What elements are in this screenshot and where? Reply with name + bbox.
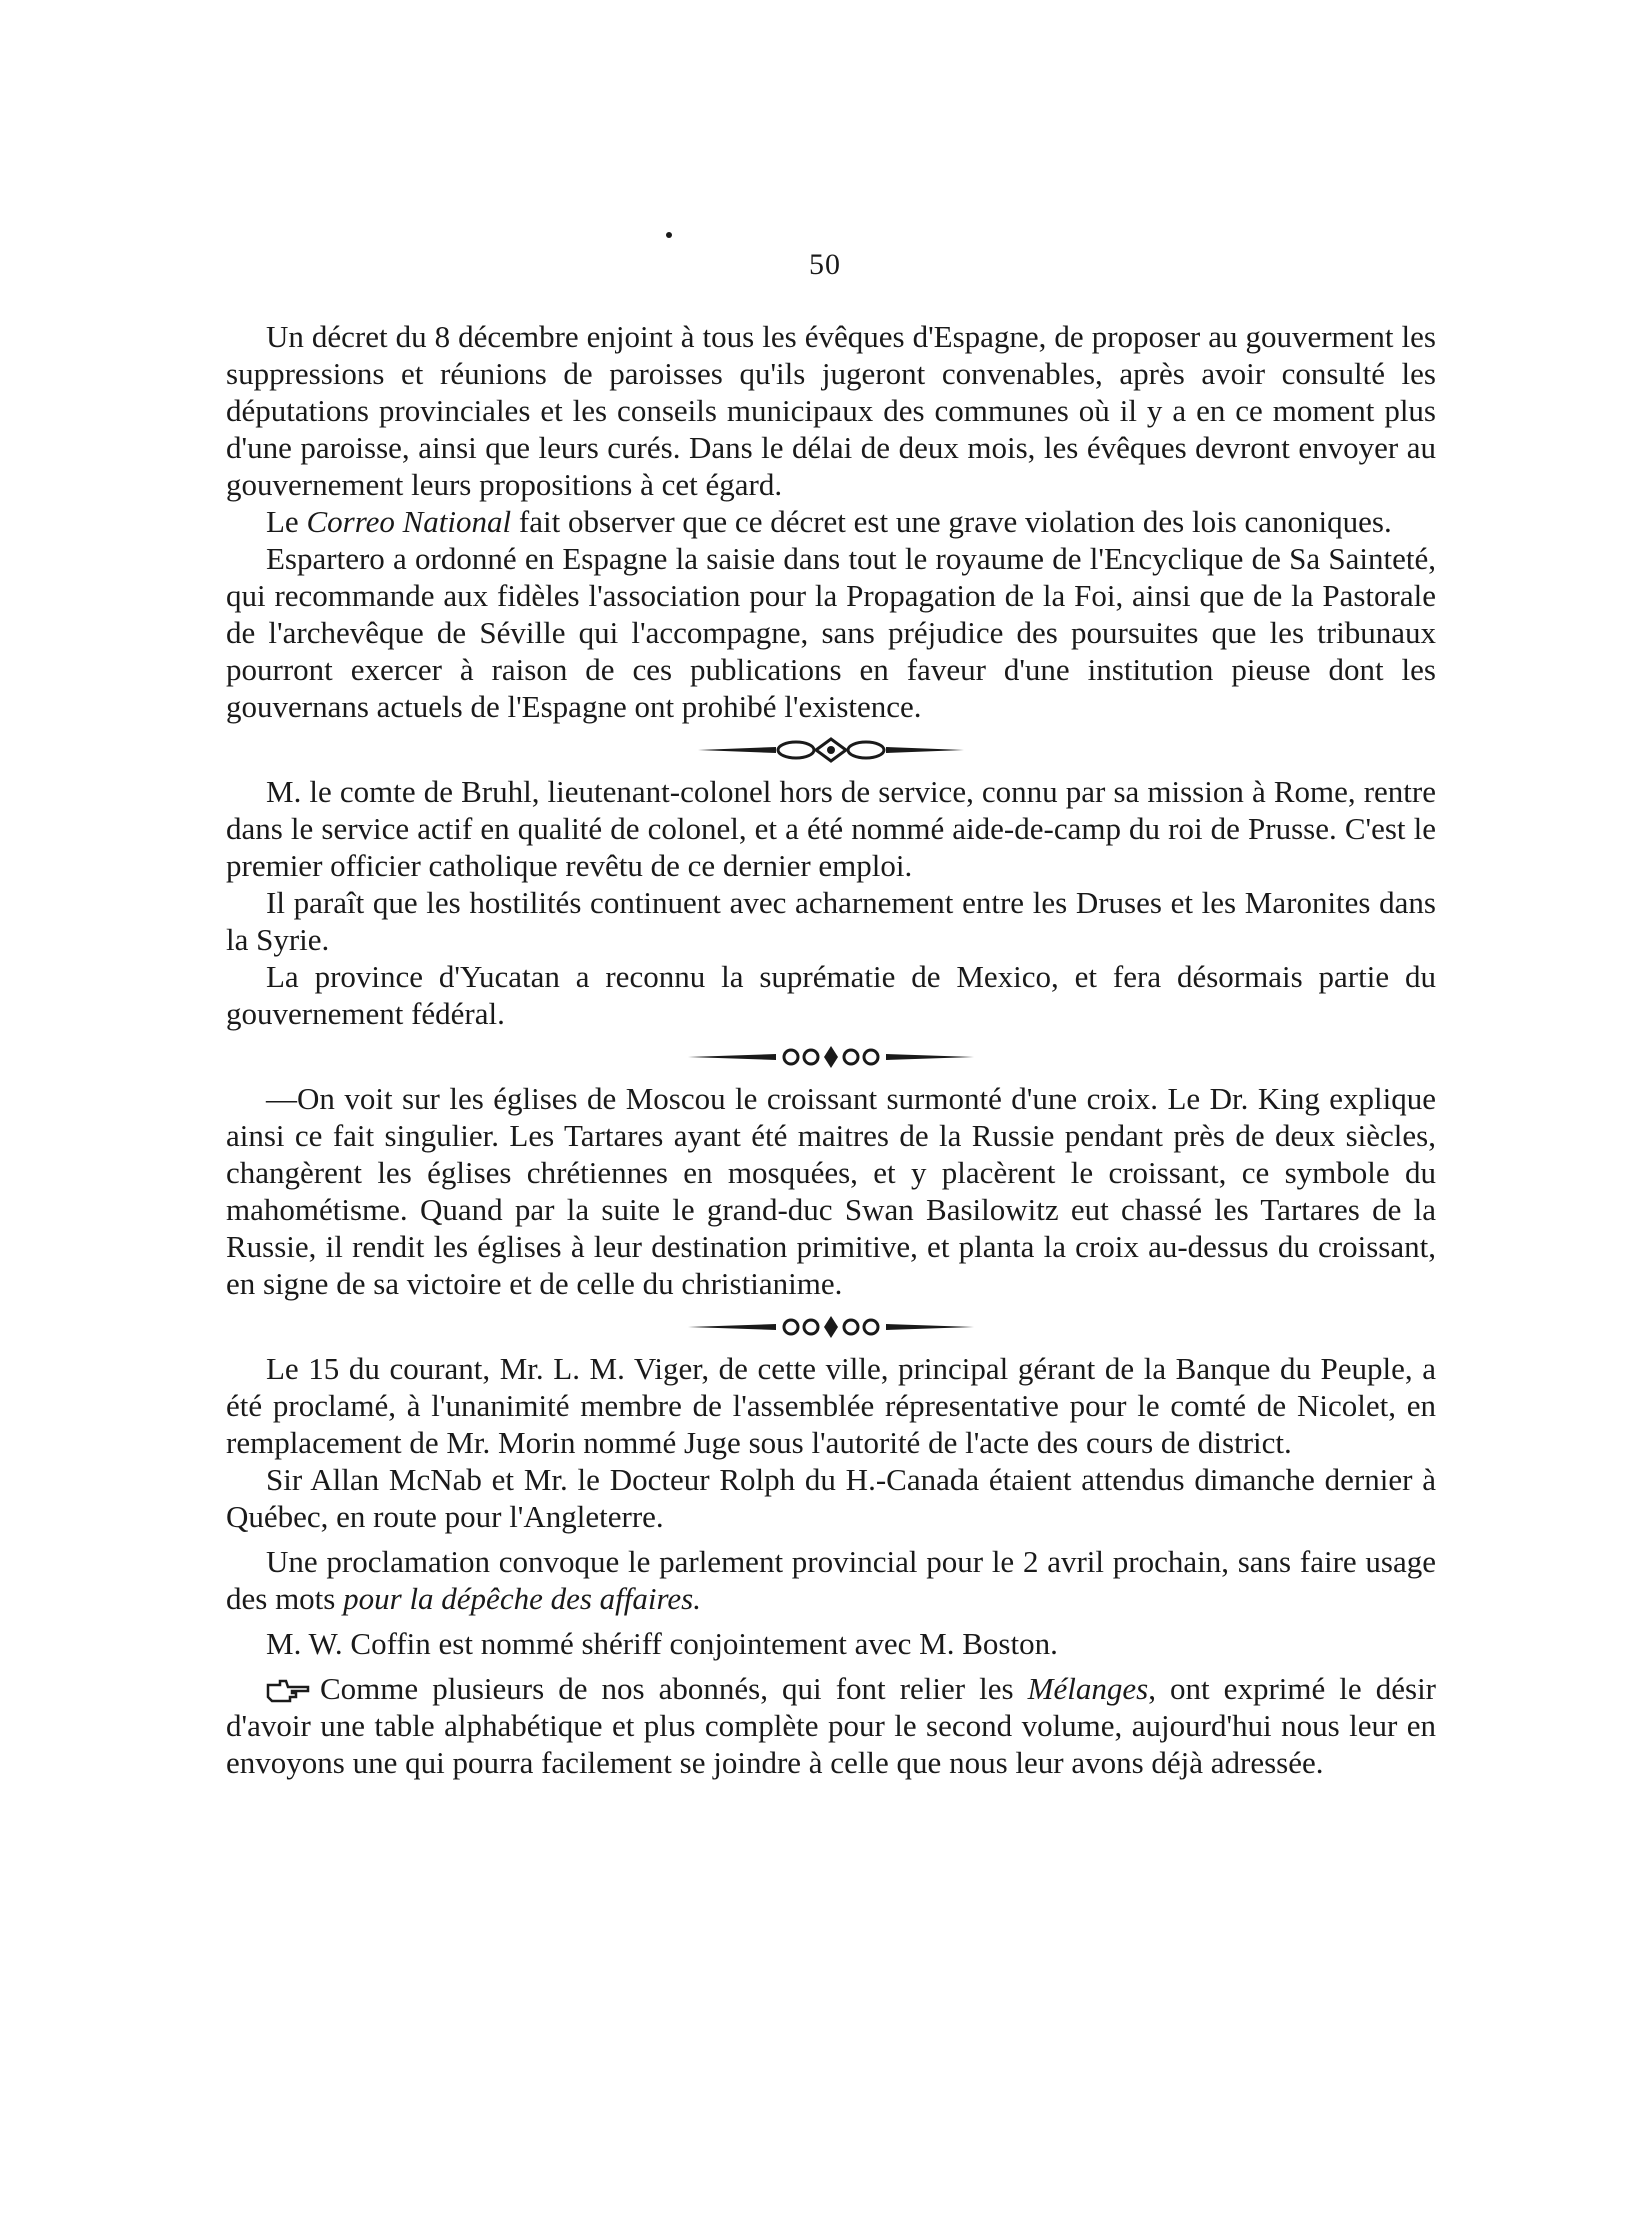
- paragraph-bishops-decree: Un décret du 8 décembre enjoint à tous les évêques d'Espagne, de proposer au gouverment les suppressions et réunions de paroisses qu'ils jugeront convenables, après avoir consulté les députations provinciales et les conseils municipaux des communes où il y a en ce moment plus d'une paroisse, ainsi que leurs curés. Dans le délai de deux mois, les évêques devront envoyer au gouvernement leurs propositions à cet égard.: [226, 319, 1436, 502]
- paragraph-coffin: M. W. Coffin est nommé shériff conjointement avec M. Boston.: [266, 1626, 1058, 1661]
- ornament-divider-icon: [696, 735, 966, 765]
- pointing-hand-icon: [266, 1679, 310, 1703]
- paragraph-proclamation: [226, 1543, 1436, 1617]
- ornament-divider: [226, 729, 1436, 771]
- paragraph-mcnab: Sir Allan McNab et Mr. le Docteur Rolph du H.-Canada étaient attendus dimanche dernier à Québec, en route pour l'Angleterre.: [226, 1462, 1436, 1534]
- text-span: , ont exprimé le désir d'avoir une table alphabétique et plus complète pour le second volume, aujourd'hui nous leur en envoyons une qui pourra facilement se joindre à celle que nous leur avons déjà adressée.: [226, 1671, 1437, 1780]
- paragraph-espartero: Espartero a ordonné en Espagne la saisie dans tout le royaume de l'Encyclique de Sa Sainteté, qui recommande aux fidèles l'association pour la Propagation de la Foi, ainsi que de la Pastorale de l'archevêque de Séville qui l'accompagne, sans préjudice des poursuites que les tribunaux pourront exercer à raison de ces publications en faveur d'une institution pieuse dont les gouvernans actuels de l'Espagne ont prohibé l'existence.: [226, 541, 1436, 724]
- paragraph-yucatan: La province d'Yucatan a reconnu la suprématie de Mexico, et fera désormais partie du gouvernement fédéral.: [226, 959, 1436, 1031]
- ornament-divider-icon: [686, 1042, 976, 1072]
- page-number: 50: [809, 248, 841, 281]
- text-span: fait observer que ce décret est une grave violation des lois canoniques.: [511, 504, 1392, 539]
- ornament-divider: [226, 1306, 1436, 1348]
- text-span: Comme plusieurs de nos abonnés, qui font relier les: [320, 1671, 1028, 1706]
- paragraph-comte-bruhl: M. le comte de Bruhl, lieutenant-colonel hors de service, connu par sa mission à Rome, rentre dans le service actif en qualité de colonel, et a été nommé aide-de-camp du roi de Prusse. C'est le premier officier catholique revêtu de ce dernier emploi.: [226, 774, 1436, 883]
- ornament-divider: [226, 1036, 1436, 1078]
- newspaper-title: Correo National: [306, 504, 512, 539]
- stray-dot: [666, 232, 672, 238]
- paragraph-druses: Il paraît que les hostilités continuent avec acharnement entre les Druses et les Maronites dans la Syrie.: [226, 885, 1436, 957]
- paragraph-correo-national: [226, 503, 1436, 540]
- publication-title: Mélanges: [1027, 1671, 1149, 1706]
- paragraph-moscow: —On voit sur les églises de Moscou le croissant surmonté d'une croix. Le Dr. King explique ainsi ce fait singulier. Les Tartares ayant été maitres de la Russie pendant près de deux siècles, changèrent les églises chrétiennes en mosquées, et y placèrent le croissant, ce symbole du mahométisme. Quand par la suite le grand-duc Swan Basilowitz eut chassé les Tartares de la Russie, il rendit les églises à leur destination primitive, et planta la croix au-dessus du croissant, en signe de sa victoire et de celle du christianime.: [226, 1081, 1436, 1301]
- paragraph-viger: Le 15 du courant, Mr. L. M. Viger, de cette ville, principal gérant de la Banque du Peuple, a été proclamé, à l'unanimité membre de l'assemblée répresentative pour le comté de Nicolet, en remplacement de Mr. Morin nommé Juge sous l'autorité de l'acte des cours de district.: [226, 1351, 1436, 1460]
- text-column: [226, 318, 1436, 1781]
- text-span: Une proclamation convoque le parlement provincial pour le 2 avril prochain, sans faire usage des mots: [226, 1544, 1436, 1616]
- paragraph-notice: [226, 1670, 1436, 1781]
- text-span: Le: [266, 504, 307, 539]
- ornament-divider-icon: [686, 1312, 976, 1342]
- italic-phrase: pour la dépêche des affaires.: [343, 1581, 701, 1616]
